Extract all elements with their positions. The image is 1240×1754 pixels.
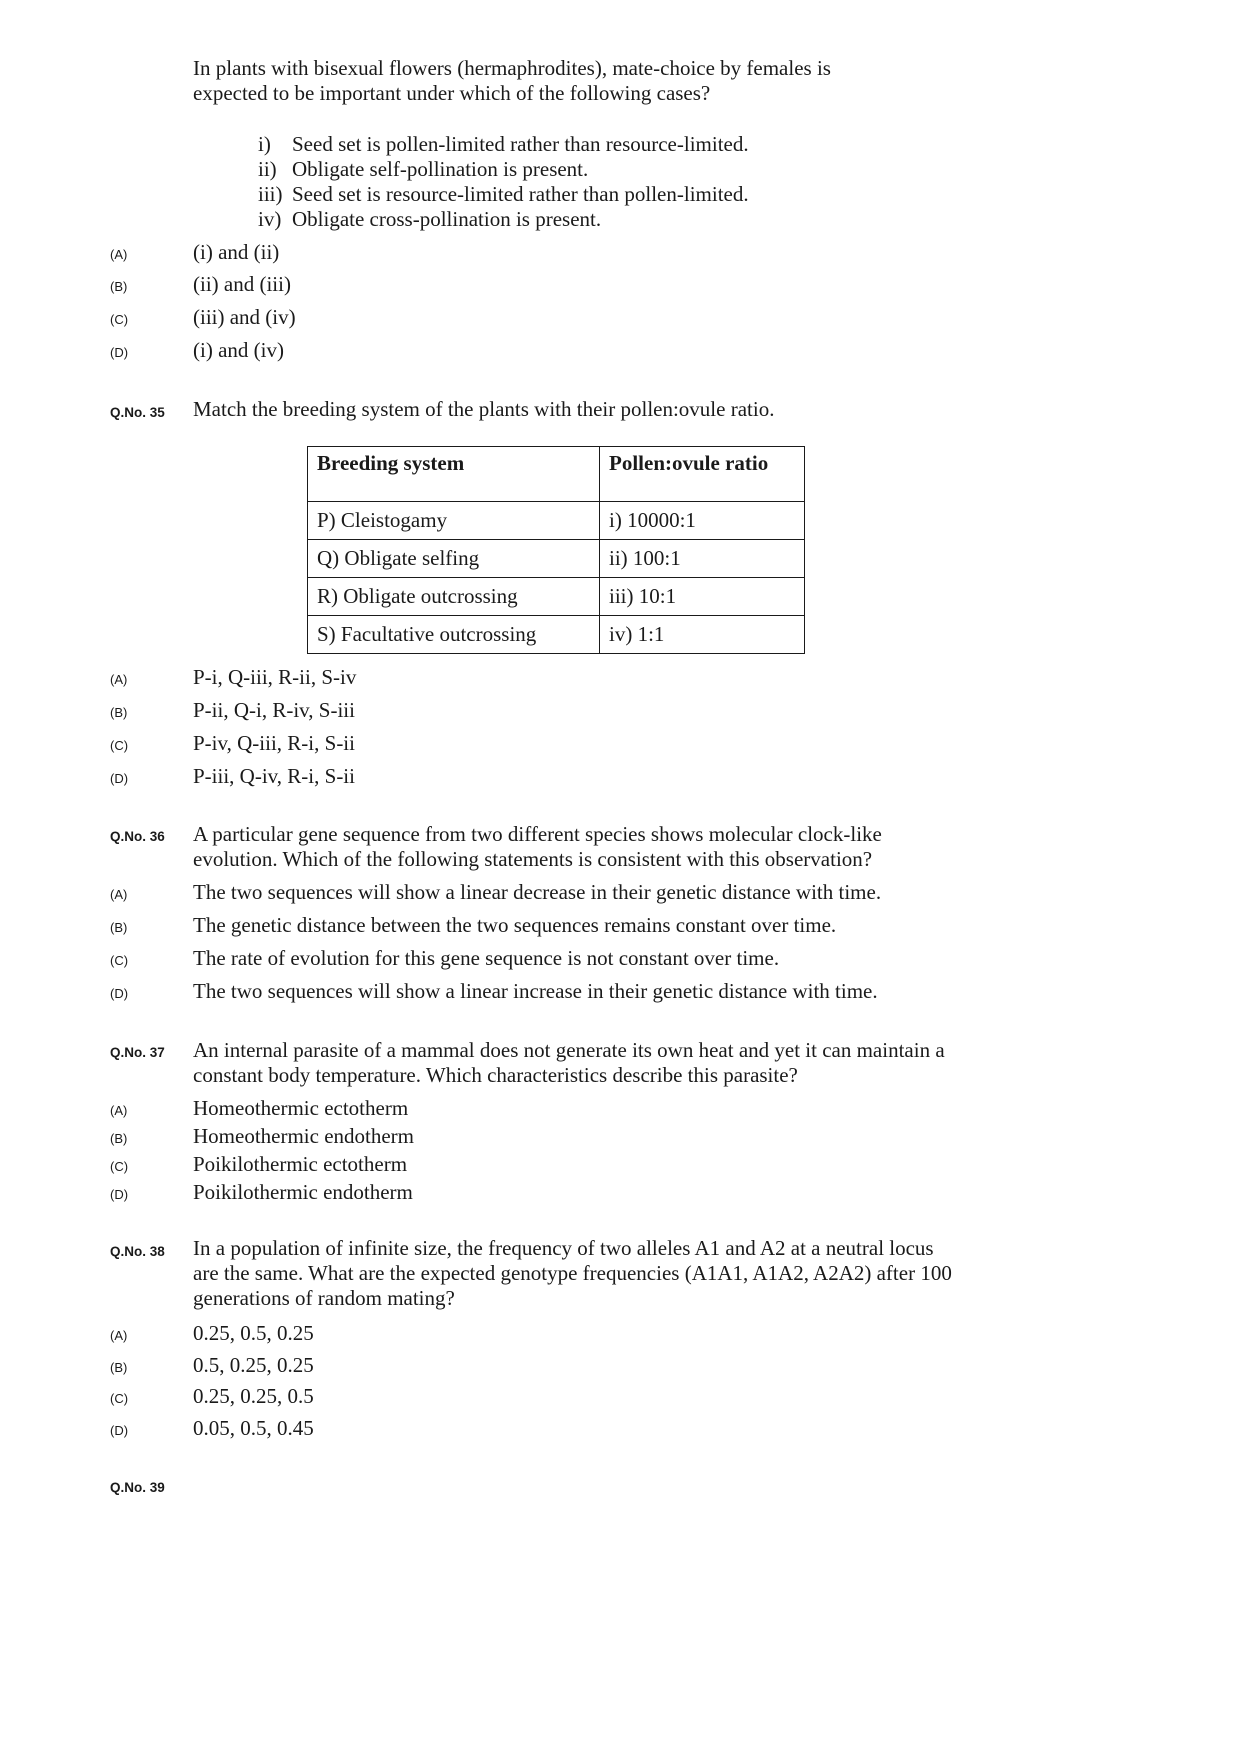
option-text[interactable]: P-i, Q-iii, R-ii, S-iv [193,665,357,689]
option-label: (C) [110,1391,129,1406]
option-text[interactable]: (ii) and (iii) [193,272,291,296]
option-text[interactable]: Poikilothermic endotherm [193,1180,413,1204]
option-label: (B) [110,1131,128,1146]
q36-stem: A particular gene sequence from two different species shows molecular clock-like evolution. Which of the following statements is consistent with this observation? [193,822,882,871]
option-text[interactable]: (i) and (iv) [193,338,284,362]
q34-statement: ii) Obligate self-pollination is present. [258,157,589,181]
option-text[interactable]: 0.25, 0.5, 0.25 [193,1321,314,1345]
table-cell: R) Obligate outcrossing [308,578,600,616]
option-text[interactable]: Poikilothermic ectotherm [193,1152,408,1176]
table-cell: i) 10000:1 [600,502,805,540]
option-text[interactable]: The genetic distance between the two sequences remains constant over time. [193,913,837,937]
question-number: Q.No. 37 [110,1045,165,1060]
option-text[interactable]: (i) and (ii) [193,240,280,264]
table-row [308,540,805,578]
option-label: (C) [110,953,129,968]
option-label: (A) [110,672,128,687]
q34-stem: In plants with bisexual flowers (hermaphrodites), mate-choice by females is expected to be important under which of the following cases? [193,56,831,105]
table-row [308,616,805,654]
option-text[interactable]: Homeothermic endotherm [193,1124,415,1148]
q38-stem: In a population of infinite size, the frequency of two alleles A1 and A2 at a neutral locus are the same. What are the expected genotype frequencies (A1A1, A1A2, A2A2) after 100 generations of random mating? [193,1236,952,1310]
option-label: (A) [110,1328,128,1343]
option-label: (D) [110,986,129,1001]
table-row [308,578,805,616]
option-text[interactable]: (iii) and (iv) [193,305,296,329]
option-text[interactable]: P-iv, Q-iii, R-i, S-ii [193,731,355,755]
table-cell: iv) 1:1 [600,616,805,654]
table-cell: P) Cleistogamy [308,502,600,540]
table-row [308,502,805,540]
q34-statement: iii) Seed set is resource-limited rather than pollen-limited. [258,182,749,206]
question-number: Q.No. 36 [110,829,165,844]
q34-statement: iv) Obligate cross-pollination is present. [258,207,602,231]
option-label: (B) [110,1360,128,1375]
option-label: (D) [110,1423,129,1438]
question-number: Q.No. 39 [110,1480,165,1495]
option-text[interactable]: P-ii, Q-i, R-iv, S-iii [193,698,355,722]
table-cell: ii) 100:1 [600,540,805,578]
option-label: (C) [110,738,129,753]
option-label: (A) [110,247,128,262]
option-label: (D) [110,1187,129,1202]
column-header: Pollen:ovule ratio [600,447,805,502]
option-text[interactable]: P-iii, Q-iv, R-i, S-ii [193,764,355,788]
option-label: (C) [110,312,129,327]
table-cell: S) Facultative outcrossing [308,616,600,654]
question-number: Q.No. 35 [110,405,165,420]
option-text[interactable]: The two sequences will show a linear increase in their genetic distance with time. [193,979,878,1003]
option-label: (A) [110,887,128,902]
q37-stem: An internal parasite of a mammal does not generate its own heat and yet it can maintain a constant body temperature. Which characteristics describe this parasite? [193,1038,945,1087]
table-cell: iii) 10:1 [600,578,805,616]
option-text[interactable]: Homeothermic ectotherm [193,1096,409,1120]
option-label: (A) [110,1103,128,1118]
option-label: (B) [110,920,128,935]
q34-statement: i) Seed set is pollen-limited rather than resource-limited. [258,132,749,156]
option-label: (D) [110,345,129,360]
option-text[interactable]: 0.5, 0.25, 0.25 [193,1353,314,1377]
option-text[interactable]: The two sequences will show a linear decrease in their genetic distance with time. [193,880,882,904]
option-label: (B) [110,705,128,720]
match-table [307,446,805,654]
option-label: (D) [110,771,129,786]
option-label: (C) [110,1159,129,1174]
table-cell: Q) Obligate selfing [308,540,600,578]
q35-stem: Match the breeding system of the plants with their pollen:ovule ratio. [193,397,775,421]
option-label: (B) [110,279,128,294]
option-text[interactable]: 0.05, 0.5, 0.45 [193,1416,314,1440]
option-text[interactable]: 0.25, 0.25, 0.5 [193,1384,314,1408]
option-text[interactable]: The rate of evolution for this gene sequence is not constant over time. [193,946,780,970]
question-number: Q.No. 38 [110,1244,165,1259]
column-header: Breeding system [308,447,600,502]
table-header-row [308,447,805,502]
